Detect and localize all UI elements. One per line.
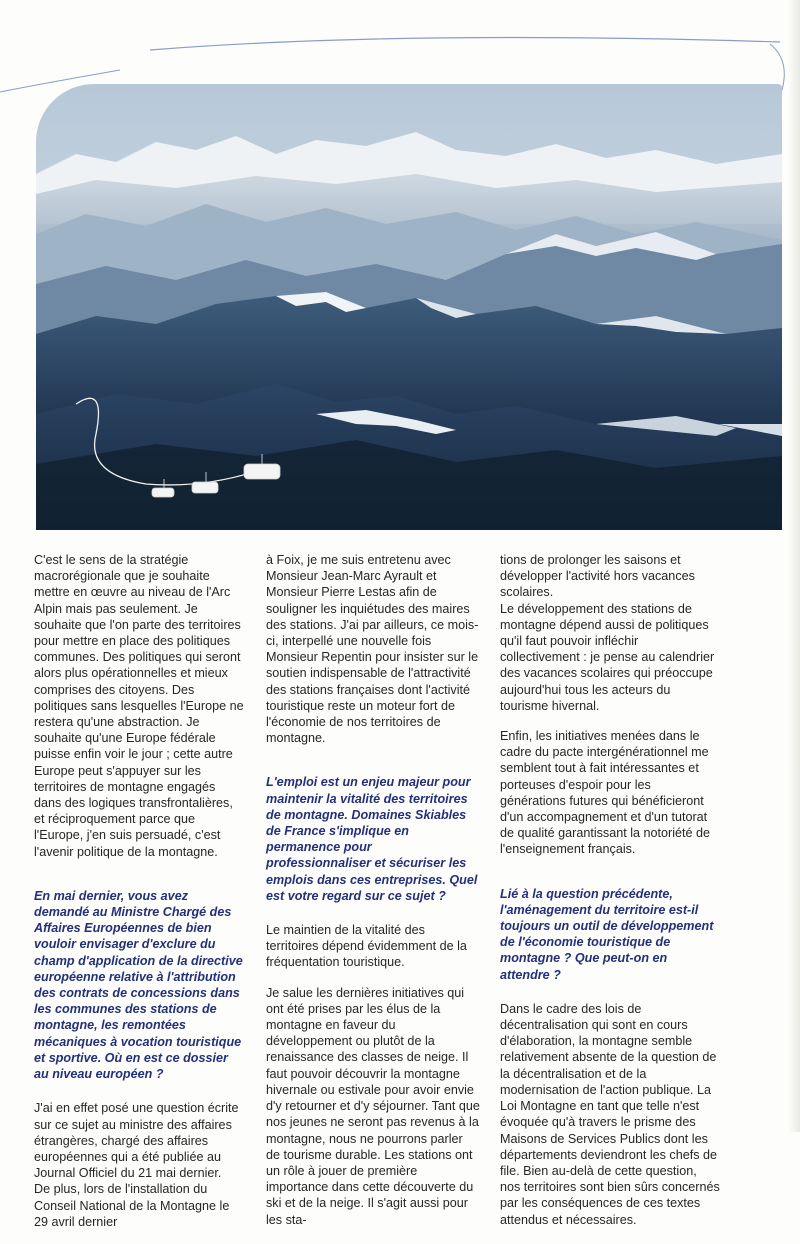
column-1 [34, 552, 246, 1244]
interview-question: En mai dernier, vous avez demandé au Ministre Chargé des Affaires Européennes de bien vouloir envisager d'exclure du champ d'application de la directive européenne relative à l'attribution des contrats de concessions dans les communes des stations de montagne, les remontées mécaniques à vocation touristique et sportive. Où en est ce dossier au niveau européen ? [34, 888, 243, 1082]
mountain-photo [36, 84, 782, 530]
column-2 [266, 552, 480, 1242]
page-edge-shadow [788, 0, 800, 1132]
paragraph: Je salue les dernières initiatives qui ont été prises par les élus de la montagne en faveur du développement ou plutôt de la renaissance des classes de neige. Il faut pouvoir découvrir la montagne hivernale ou estivale pour avoir envie d'y retourner et d'y séjourner. Tant que nos jeunes ne seront pas revenus à la montagne, nous ne pourrons parler de tourisme durable. Les stations ont un rôle à jouer de première importance dans cette découverte du ski et de la neige. Il s'agit aussi pour les sta- [266, 985, 480, 1227]
interview-question: L'emploi est un enjeu majeur pour maintenir la vitalité des territoires de montagne. Domaines Skiables de France s'implique en permanence pour professionnaliser et sécuriser les emplois dans ces entreprises. Quel est votre regard sur ce sujet ? [266, 775, 478, 903]
interview-question: Lié à la question précédente, l'aménagement du territoire est-il toujours un outil de développement de l'économie touristique de montagne ? Que peut-on en attendre ? [500, 886, 714, 982]
column-3 [500, 552, 720, 1242]
paragraph: Le maintien de la vitalité des territoires dépend évidemment de la fréquentation touristique. [266, 923, 467, 970]
paragraph: C'est le sens de la stratégie macrorégionale que je souhaite mettre en œuvre au niveau de l'Arc Alpin mais pas seulement. Je souhaite que l'on parte des territoires pour mettre en place des politiques communes. Des politiques qui seront alors plus opérationnelles et mieux comprises des citoyens. Des politiques sans lesquelles l'Europe ne restera qu'une abstraction. Je souhaite qu'une Europe fédérale puisse enfin voir le jour ; cette autre Europe peut s'appuyer sur les territoires de montagne engagés dans des logiques transfrontalières, et réciproquement parce que l'Europe, j'en suis persuadé, c'est l'avenir politique de la montagne. [34, 553, 244, 859]
paragraph: tions de prolonger les saisons et développer l'activité hors vacances scolaires. [500, 553, 695, 600]
paragraph: J'ai en effet posé une question écrite sur ce sujet au ministre des affaires étrangères, chargé des affaires européennes qui a été publiée au Journal Officiel du 21 mai dernier. [34, 1101, 239, 1181]
paragraph: Dans le cadre des lois de décentralisation qui sont en cours d'élaboration, la montagne semble relativement absente de la question de la décentralisation et de la modernisation de l'action publique. La Loi Montagne en tant que telle n'est évoquée qu'à travers le prisme des Maisons de Services Publics dont les départements deviendront les chefs de file. Bien au-delà de cette question, nos territoires sont bien sûrs concernés par les conséquences de ces textes attendus et nécessaires. [500, 1001, 720, 1227]
paragraph: De plus, lors de l'installation du Conseil National de la Montagne le 29 avril dernier [34, 1182, 230, 1229]
paragraph: Enfin, les initiatives menées dans le cadre du pacte intergénérationnel me semblent tout à fait intéressantes et porteuses d'espoir pour les générations futures qui bénéficieront d'un accompagnement et d'un tutorat de qualité garantissant la notoriété de l'enseignement français. [500, 729, 711, 857]
paragraph: Le développement des stations de montagne dépend aussi de politiques qu'il faut pouvoir infléchir collectivement : je pense au calendrier des vacances scolaires qui préoccupe aujourd'hui tous les acteurs du tourisme hivernal. [500, 601, 715, 713]
paragraph: à Foix, je me suis entretenu avec Monsieur Jean-Marc Ayrault et Monsieur Pierre Lestas afin de souligner les inquiétudes des maires des stations. J'ai par ailleurs, ce mois-ci, interpellé une nouvelle fois Monsieur Repentin pour insister sur le soutien indispensable de l'attractivité des stations françaises dont l'activité touristique reste un moteur fort de l'économie de nos territoires de montagne. [266, 553, 479, 746]
